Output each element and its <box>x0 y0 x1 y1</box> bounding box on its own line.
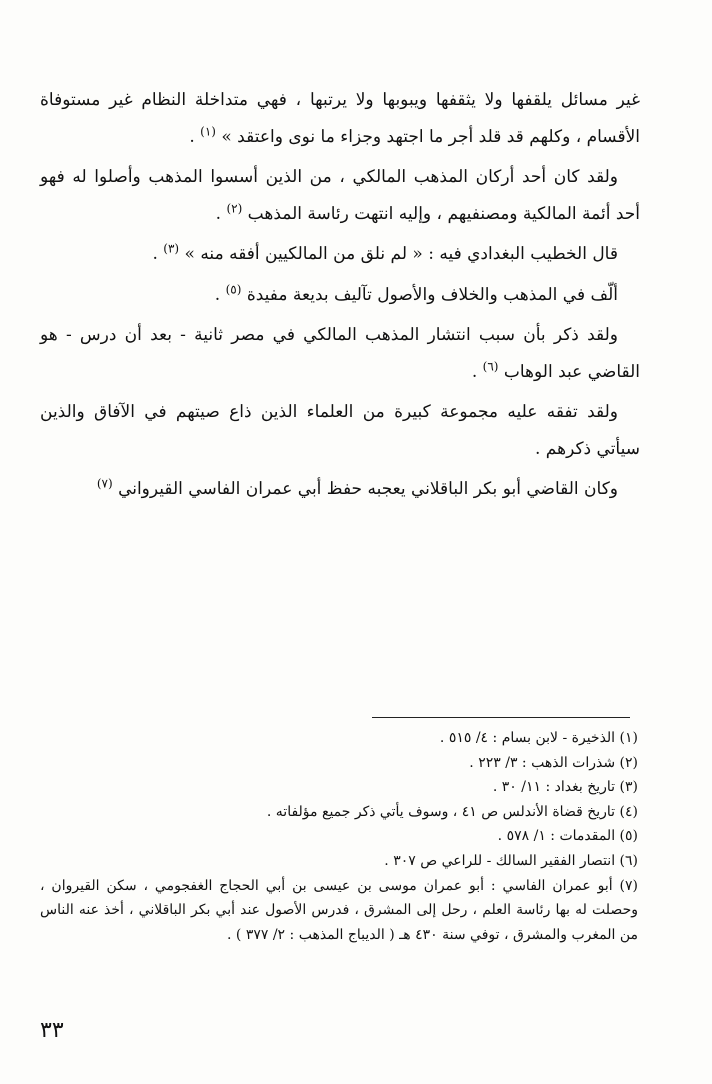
paragraph-5-text: ولقد ذكر بأن سبب انتشار المذهب المالكي في مصر ثانية - بعد أن درس - هو القاضي عبد الوهاب <box>40 325 640 382</box>
paragraph-2-text: ولقد كان أحد أركان المذهب المالكي ، من الذين أسسوا المذهب وأصلوا له فهو أحد أئمة المالكية ومصنفيهم ، وإليه انتهت رئاسة المذهب <box>40 167 640 224</box>
footnote-7: (٧) أبو عمران الفاسي : أبو عمران موسى بن عيسى بن أبي الحجاج الغفجومي ، سكن القيروان ، وحصلت له بها رئاسة العلم ، رحل إلى المشرق ، فدرس الأصول عند أبي بكر الباقلاني ، أخذ عنه الناس من المغرب والمشرق ، توفي سنة ٤٣٠ هـ ( الديباج المذهب : ٢/ ٣٧٧ ) . <box>40 877 638 943</box>
paragraph-1 <box>40 82 640 155</box>
paragraph-6 <box>40 394 640 467</box>
paragraph-6-text: ولقد تفقه عليه مجموعة كبيرة من العلماء الذين ذاع صيتهم في الآفاق والذين سيأتي ذكرهم . <box>40 402 640 459</box>
footnote-1: (١) الذخيرة - لابن بسام : ٤/ ٥١٥ . <box>439 730 638 746</box>
paragraph-4 <box>40 277 640 314</box>
paragraph-3 <box>40 236 640 273</box>
footnote-divider <box>372 717 630 718</box>
paragraph-7 <box>40 471 640 508</box>
footnote-ref-2[interactable]: (٢) <box>226 200 243 215</box>
paragraph-5 <box>40 317 640 390</box>
footnote-ref-6[interactable]: (٦) <box>482 358 499 373</box>
footnote-ref-1[interactable]: (١) <box>200 123 216 138</box>
paragraph-3-text: قال الخطيب البغدادي فيه : « لم نلق من المالكيين أفقه منه » <box>184 244 618 264</box>
paragraph-4-tail: . <box>214 284 226 305</box>
paragraph-4-text: ألّف في المذهب والخلاف والأصول تآليف بديعة مفيدة <box>246 284 618 305</box>
paragraph-1-text: غير مسائل يلقفها ولا يثقفها ويبوبها ولا يرتبها ، فهي متداخلة النظام غير مستوفاة الأقسام ، وكلهم قد قلد أجر ما اجتهد وجزاء ما نوى واعتقد » <box>40 90 640 147</box>
footnote-ref-5[interactable]: (٥) <box>225 281 242 296</box>
footnote-3: (٣) تاريخ بغداد : ١١/ ٣٠ . <box>492 779 638 796</box>
footnotes <box>40 726 638 947</box>
paragraph-5-tail: . <box>471 361 483 382</box>
paragraph-2 <box>40 159 640 232</box>
footnote-4: (٤) تاريخ قضاة الأندلس ص ٤١ ، وسوف يأتي ذكر جميع مؤلفاته . <box>266 803 638 820</box>
footnote-5: (٥) المقدمات : ١/ ٥٧٨ . <box>497 828 638 845</box>
paragraph-3-tail: . <box>152 244 164 264</box>
paragraph-2-tail: . <box>215 203 227 224</box>
footnote-ref-7[interactable]: (٧) <box>96 476 113 491</box>
paragraph-1-tail: . <box>189 126 201 147</box>
main-text <box>40 82 640 508</box>
paragraph-7-text: وكان القاضي أبو بكر الباقلاني يعجبه حفظ أبي عمران الفاسي القيرواني <box>118 479 618 499</box>
footnote-2: (٢) شذرات الذهب : ٣/ ٢٢٣ . <box>469 754 638 771</box>
footnote-6: (٦) انتصار الفقير السالك - للراعي ص ٣٠٧ . <box>384 852 638 869</box>
page-number: ٣٣ <box>40 1018 64 1043</box>
footnote-ref-3[interactable]: (٣) <box>163 241 180 256</box>
